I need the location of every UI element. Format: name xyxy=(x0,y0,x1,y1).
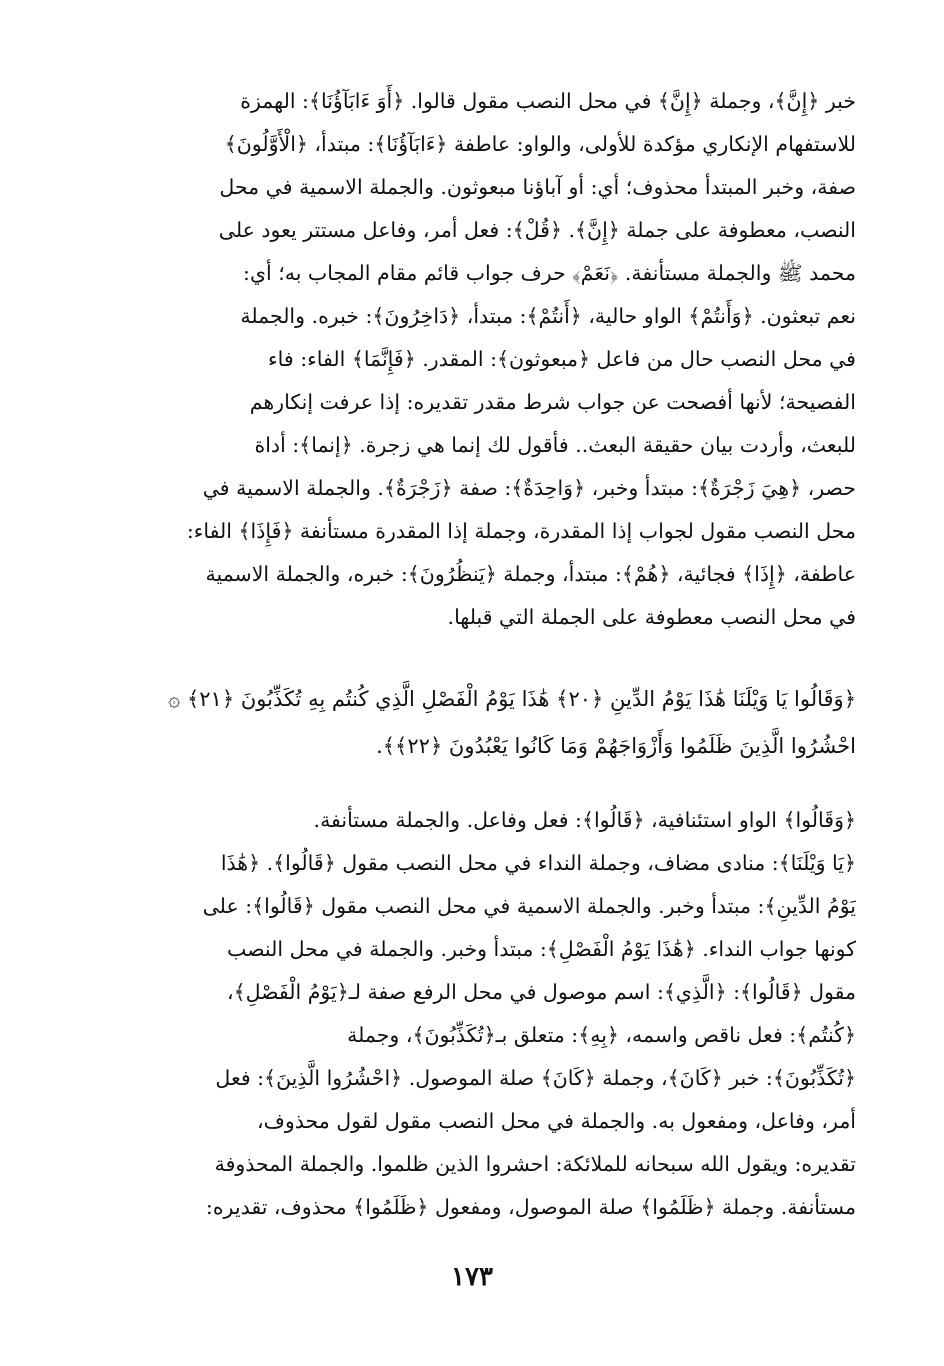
text-line: الفصيحة؛ لأنها أفصحت عن جواب شرط مقدر تقديره: إذا عرفت إنكارهم xyxy=(249,390,856,414)
text-line: كونها جواب النداء. ﴿هَٰذَا يَوْمُ الْفَصْلِ﴾: مبتدأ وخبر. والجملة في محل النصب xyxy=(227,937,856,961)
text-line: للبعث، وأردت بيان حقيقة البعث.. فأقول لك إنما هي زجرة. ﴿إنما﴾: أداة xyxy=(254,433,856,457)
text-line: محل النصب مقول لجواب إذا المقدرة، وجملة إذا المقدرة مستأنفة ﴿فَإِذَا﴾ الفاء: xyxy=(186,519,856,543)
text-line: حصر، ﴿هِيَ زَجْرَةٌ﴾: مبتدأ وخبر، ﴿وَاحِدَةٌ﴾: صفة ﴿زَجْرَةٌ﴾. والجملة الاسمية في xyxy=(202,476,856,500)
verse-line: ﴿وَقَالُوا يَا وَيْلَنَا هَٰذَا يَوْمُ الدِّينِ ﴿٢٠﴾ هَٰذَا يَوْمُ الْفَصْلِ الَّذِي كُنتُم بِهِ تُكَذِّبُونَ ﴿٢١﴾ ۞ xyxy=(167,687,856,711)
text-line: أمر، وفاعل، ومفعول به. والجملة في محل النصب مقول لقول محذوف، xyxy=(257,1109,856,1133)
text-line: مستأنفة. وجملة ﴿ظَلَمُوا﴾ صلة الموصول، ومفعول ﴿ظَلَمُوا﴾ محذوف، تقديره: xyxy=(205,1195,856,1219)
text-line: تقديره: ويقول الله سبحانه للملائكة: احشروا الذين ظلموا. والجملة المحذوفة xyxy=(214,1152,856,1176)
text-line: عاطفة، ﴿إِذَا﴾ فجائية، ﴿هُمْ﴾: مبتدأ، وجملة ﴿يَنظُرُونَ﴾: خبره، والجملة الاسمية xyxy=(205,562,856,586)
commentary-paragraph-2 xyxy=(95,799,856,1229)
text-line: للاستفهام الإنكاري مؤكدة للأولى، والواو: عاطفة ﴿ءَابَآؤُنَا﴾: مبتدأ، ﴿الْأَوَّلُونَ﴾ xyxy=(224,132,856,156)
text-line: يَوْمُ الدِّينِ﴾: مبتدأ وخبر. والجملة الاسمية في محل النصب مقول ﴿قَالُوا﴾: على xyxy=(202,894,856,918)
text-line: في محل النصب معطوفة على الجملة التي قبلها. xyxy=(447,605,856,629)
text-line: ﴿كُنتُم﴾: فعل ناقص واسمه، ﴿بِهِ﴾: متعلق بـ﴿تُكَذِّبُونَ﴾، وجملة xyxy=(347,1023,856,1047)
text-line: ﴿يَا وَيْلَنَا﴾: منادى مضاف، وجملة النداء في محل النصب مقول ﴿قَالُوا﴾. ﴿هَٰذَا xyxy=(220,851,856,875)
text-line: خبر ﴿إِنَّ﴾، وجملة ﴿إِنَّ﴾ في محل النصب مقول قالوا. ﴿أَوَ ءَابَآؤُنَا﴾: الهمزة xyxy=(240,89,856,113)
text-line: في محل النصب حال من فاعل ﴿مبعوثون﴾: المقدر. ﴿فَإِنَّمَا﴾ الفاء: فاء xyxy=(268,347,856,371)
page-number: ١٧٣ xyxy=(451,1262,493,1292)
commentary-paragraph-1 xyxy=(95,80,856,639)
text-line: نعم تبعثون. ﴿وَأَنتُمْ﴾ الواو حالية، ﴿أَنتُمْ﴾: مبتدأ، ﴿دَاخِرُونَ﴾: خبره. والجملة xyxy=(240,304,856,328)
text-line: محمد ﷺ والجملة مستأنفة. ﴿نَعَمْ﴾ حرف جواب قائم مقام المجاب به؛ أي: xyxy=(243,261,856,285)
verse-line: احْشُرُوا الَّذِينَ ظَلَمُوا وَأَزْوَاجَهُمْ وَمَا كَانُوا يَعْبُدُونَ ﴿٢٢﴾﴾. xyxy=(376,734,856,758)
text-line: النصب، معطوفة على جملة ﴿إِنَّ﴾. ﴿قُلْ﴾: فعل أمر، وفاعل مستتر يعود على xyxy=(218,218,856,242)
text-line: ﴿وَقَالُوا﴾ الواو استئنافية، ﴿قَالُوا﴾: فعل وفاعل. والجملة مستأنفة. xyxy=(313,808,856,832)
text-line: مقول ﴿قَالُوا﴾: ﴿الَّذِي﴾: اسم موصول في محل الرفع صفة لـ﴿يَوْمُ الْفَصْلِ﴾، xyxy=(226,980,856,1004)
text-line: ﴿تُكَذِّبُونَ﴾: خبر ﴿كَانَ﴾، وجملة ﴿كَانَ﴾ صلة الموصول. ﴿احْشُرُوا الَّذِينَ﴾: فعل xyxy=(215,1066,856,1090)
text-line: صفة، وخبر المبتدأ محذوف؛ أي: أو آباؤنا مبعوثون. والجملة الاسمية في محل xyxy=(219,175,856,199)
quran-verse-block xyxy=(95,676,856,770)
